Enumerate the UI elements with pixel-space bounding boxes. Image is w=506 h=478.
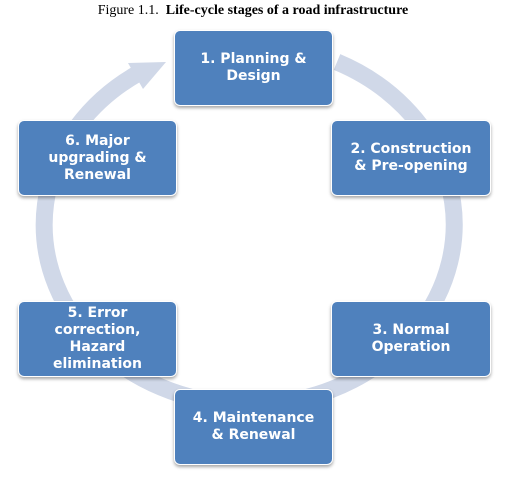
stage-1-box: 1. Planning & Design	[174, 30, 333, 106]
stage-2-box: 2. Construction & Pre-opening	[331, 120, 491, 196]
stage-4-box: 4. Maintenance & Renewal	[174, 389, 333, 465]
stage-5-box: 5. Error correction, Hazard elimination	[18, 301, 177, 377]
stage-6-box: 6. Major upgrading & Renewal	[18, 120, 177, 196]
stage-3-box: 3. Normal Operation	[331, 301, 491, 377]
figure-title: Life-cycle stages of a road infrastructure	[165, 3, 409, 18]
figure-label: Figure 1.1.	[97, 3, 159, 18]
